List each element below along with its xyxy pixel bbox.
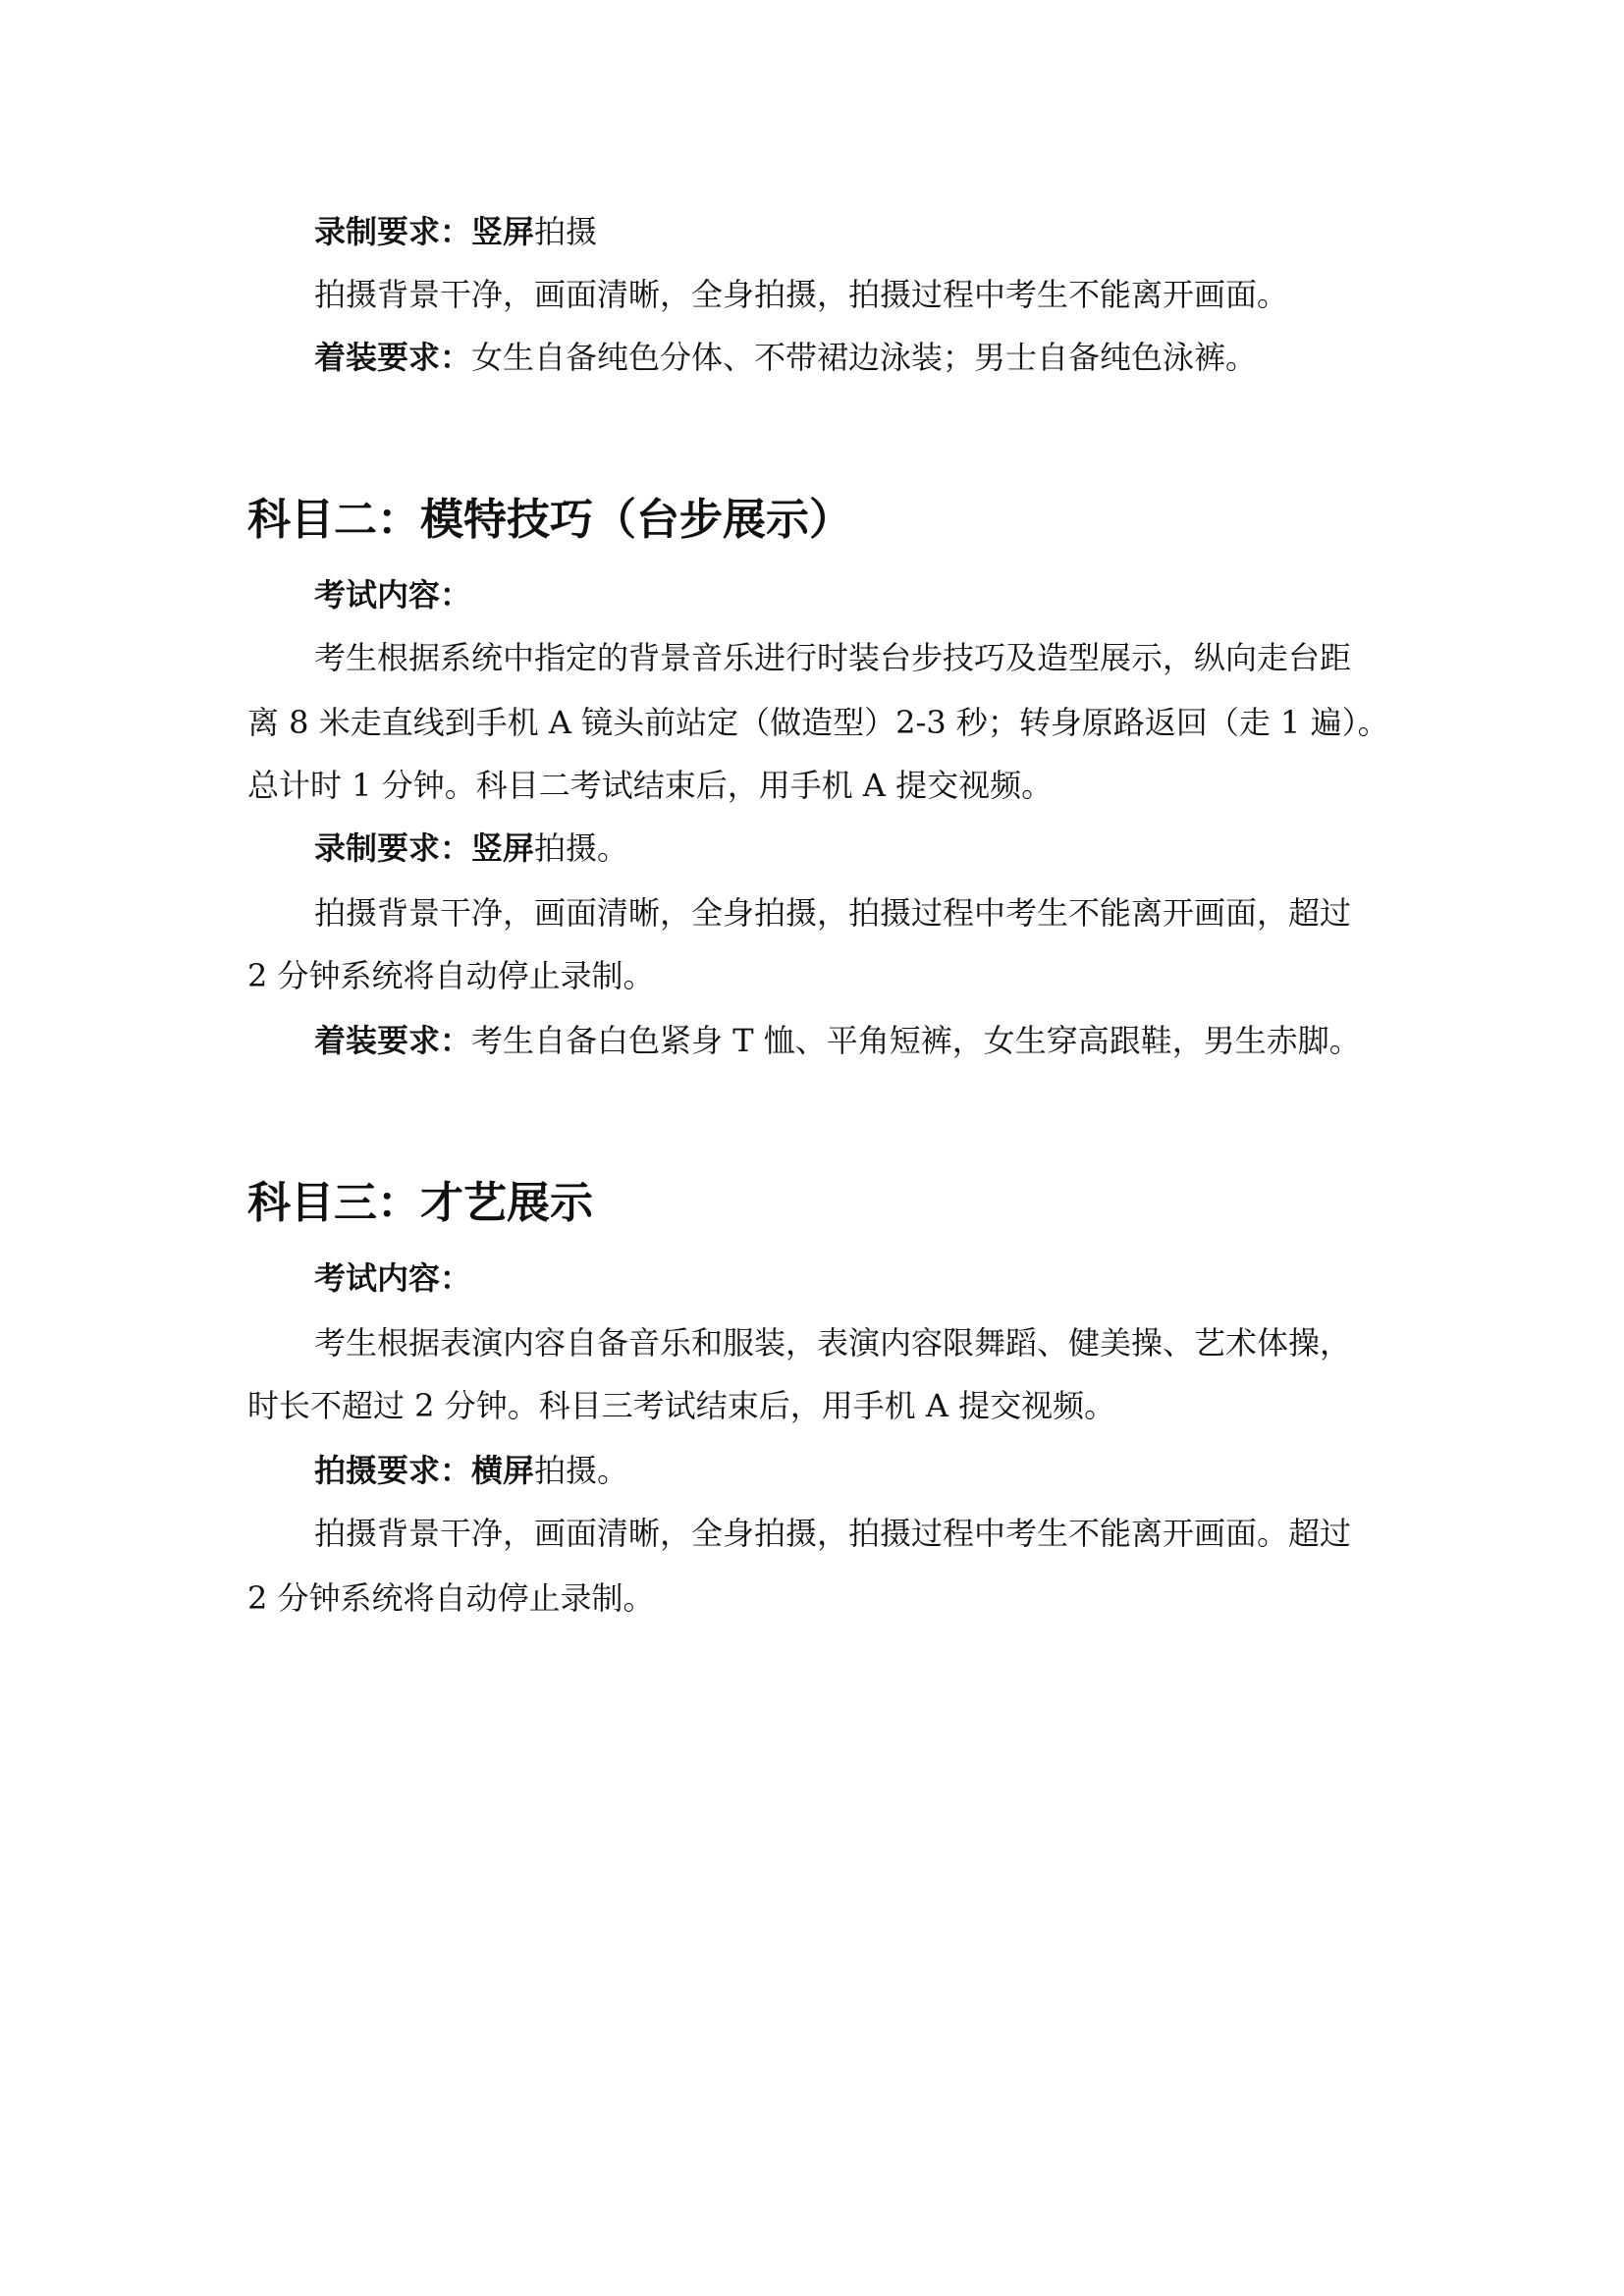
section-3-shooting-note-line-1: 拍摄背景干净，画面清晰，全身拍摄，拍摄过程中考生不能离开画面。超过 [314,1515,1352,1552]
shooting-requirement-label: 拍摄要求： [314,1452,472,1489]
section-2-content-label [314,571,1386,618]
section-2-recording-requirement [314,825,1386,872]
dress-requirement-label: 着装要求： [314,1022,472,1059]
shooting-requirement-rest: 拍摄。 [534,1452,629,1489]
section-3-content-label [314,1255,1386,1302]
section-2-dress-requirement [314,1017,1386,1064]
recording-orientation: 竖屏 [471,829,535,867]
recording-requirement-label: 录制要求： [314,829,472,867]
section-3-content-line-1: 考生根据表演内容自备音乐和服装，表演内容限舞蹈、健美操、艺术体操， [314,1324,1352,1362]
recording-requirement-label: 录制要求： [314,213,472,250]
content-label: 考试内容： [314,576,472,614]
section-2-title: 科目二：模特技巧（台步展示） [247,495,852,545]
section-2-content-line-3: 总计时 1 分钟。科目二考试结束后，用手机 A 提交视频。 [247,767,1054,804]
section-2-content-line-1: 考生根据系统中指定的背景音乐进行时装台步技巧及造型展示，纵向走台距 [314,639,1352,676]
section-2-recording-note-line-2: 2 分钟系统将自动停止录制。 [247,957,655,994]
recording-requirement [314,208,1386,255]
section-2-content-line-2: 离 8 米走直线到手机 A 镜头前站定（做造型）2-3 秒；转身原路返回（走 1 遍）。 [247,704,1389,741]
section-2-recording-note-line-1: 拍摄背景干净，画面清晰，全身拍摄，拍摄过程中考生不能离开画面，超过 [314,894,1352,932]
section-3-shooting-note-line-2: 2 分钟系统将自动停止录制。 [247,1579,655,1617]
recording-orientation: 竖屏 [471,213,535,250]
recording-requirement-rest: 拍摄。 [534,829,629,867]
section-3-content-line-2: 时长不超过 2 分钟。科目三考试结束后，用手机 A 提交视频。 [247,1387,1116,1424]
section-3-title: 科目三：才艺展示 [247,1178,593,1228]
section-3-shooting-requirement [314,1447,1386,1494]
dress-requirement-label: 着装要求： [314,339,472,376]
dress-requirement-text: 女生自备纯色分体、不带裙边泳装；男士自备纯色泳裤。 [471,339,1258,376]
dress-requirement [314,334,1386,381]
recording-requirement-rest: 拍摄 [534,213,598,250]
shooting-orientation: 横屏 [471,1452,535,1489]
content-label: 考试内容： [314,1259,472,1297]
dress-requirement-text: 考生自备白色紧身 T 恤、平角短裤，女生穿高跟鞋，男生赤脚。 [471,1022,1361,1059]
recording-note: 拍摄背景干净，画面清晰，全身拍摄，拍摄过程中考生不能离开画面。 [314,276,1289,313]
